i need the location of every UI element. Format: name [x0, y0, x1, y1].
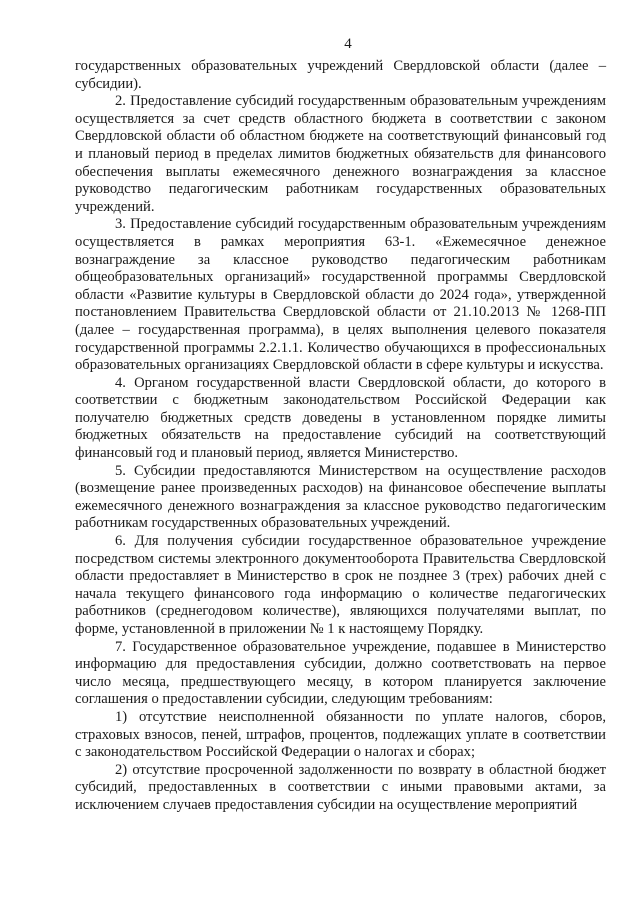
paragraph-item-3: 3. Предоставление субсидий государственным образовательным учреждениям осуществляется в рамках мероприятия 63-1. «Ежемесячное денежное вознаграждение за классное руководство педагогическим работникам общеобразовательных организаций» государственной программы Свердловской области «Развитие культуры в Свердловской области до 2024 года», утвержденной постановлением Правительства Свердловской области от 21.10.2013 № 1268-ПП (далее – государственная программа), в целях выполнения целевого показателя государственной программы 2.2.1.1. Количество обучающихся в профессиональных образовательных организациях Свердловской области в сфере культуры и искусства. [75, 216, 606, 374]
paragraph-item-5: 5. Субсидии предоставляются Министерством на осуществление расходов (возмещение ранее произведенных расходов) на финансовое обеспечение выплаты ежемесячного денежного вознаграждения за классное руководство педагогическим работникам государственных образовательных учреждений. [75, 462, 606, 532]
paragraph-item-6: 6. Для получения субсидии государственное образовательное учреждение посредством системы электронного документооборота Правительства Свердловской области предоставляет в Министерство в срок не позднее 3 (трех) рабочих дней с начала текущего финансового года информацию о количестве педагогических работников (среднегодовом количестве), являющихся получателями выплат, по форме, установленной в приложении № 1 к настоящему Порядку. [75, 533, 606, 637]
paragraph-item-7: 7. Государственное образовательное учреждение, подавшее в Министерство информацию для предоставления субсидии, должно соответствовать на первое число месяца, предшествующего месяцу, в котором планируется заключение соглашения о предоставлении субсидии, следующим требованиям: [75, 638, 606, 708]
paragraph-subitem-1: 1) отсутствие неисполненной обязанности по уплате налогов, сборов, страховых взносов, пеней, штрафов, процентов, подлежащих уплате в соответствии с законодательством Российской Федерации о налогах и сборах; [75, 708, 606, 761]
paragraph-item-2: 2. Предоставление субсидий государственным образовательным учреждениям осуществляется за счет средств областного бюджета в соответствии с законом Свердловской области об областном бюджете на соответствующий финансовый год и плановый период в пределах лимитов бюджетных обязательств для финансового обеспечения выплаты ежемесячного денежного вознаграждения за классное руководство педагогическим работникам государственных образовательных учреждений. [75, 93, 606, 215]
paragraph-continuation: государственных образовательных учреждений Свердловской области (далее – субсидии). [75, 58, 606, 92]
page-number: 4 [344, 36, 352, 52]
paragraph-subitem-2: 2) отсутствие просроченной задолженности по возврату в областной бюджет субсидий, предоставленных в соответствии с иными правовыми актами, за исключением случаев предоставления субсидии на осуществление мероприятий [75, 761, 606, 813]
paragraph-item-4: 4. Органом государственной власти Свердловской области, до которого в соответствии с бюджетным законодательством Российской Федерации как получателю бюджетных средств доведены в установленном порядке лимиты бюджетных обязательств на предоставление субсидий на соответствующий финансовый год и плановый период, является Министерство. [75, 374, 606, 462]
